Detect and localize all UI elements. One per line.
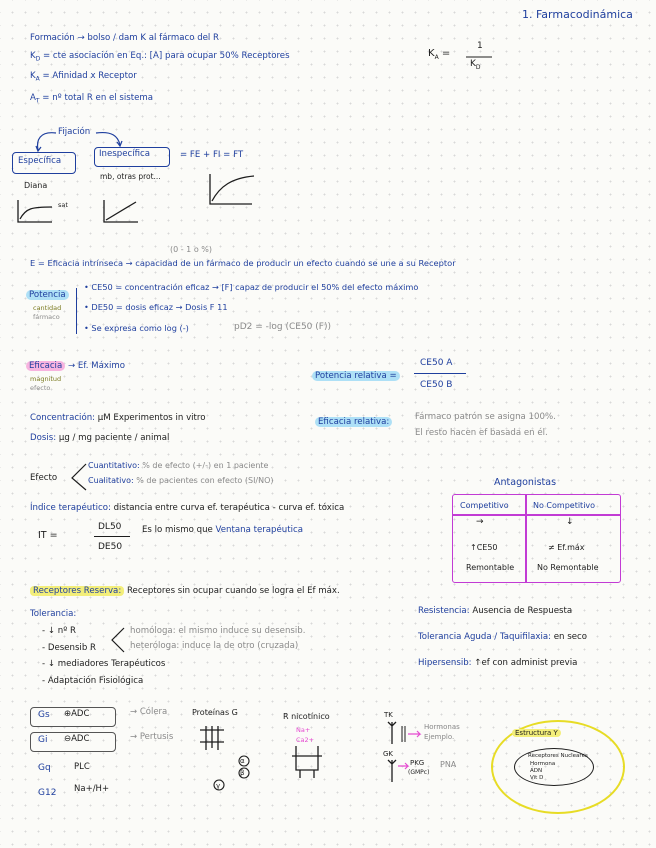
efecto-bracket: [72, 464, 86, 490]
fijacion-label: Fijación: [58, 127, 91, 137]
tolerancia-item-3: - ↓ mediadores Terapéuticos: [42, 659, 166, 669]
especifica-label: Específica: [18, 156, 62, 166]
concentracion-line: Concentración: µM Experimentos in vitro: [30, 413, 206, 423]
no-competitivo-emax: ≠ Ef.máx: [548, 543, 585, 552]
gk-receptor-sketch: [388, 760, 396, 782]
dosis-line: Dosis: µg / mg paciente / animal: [30, 433, 170, 443]
pkg-label: PKG: [410, 759, 425, 767]
proteinas-g-label: Proteínas G: [192, 708, 238, 717]
gs-disease: → Cólera: [130, 707, 168, 717]
mb-label: mb, otras prot...: [100, 172, 161, 181]
tolerancia-item-1: - ↓ nº R: [42, 626, 76, 636]
ka-formula-lhs: $K_A$ =: [428, 48, 451, 61]
page-title: 1. Farmacodinámica: [522, 8, 633, 21]
at-line: $A_T$ = nº total R en el sistema: [30, 93, 154, 105]
nuclear-label-1: Receptores Nucleares: [528, 753, 588, 759]
competitivo-remontable: Remontable: [466, 563, 515, 572]
graph-total-curve: [212, 176, 254, 201]
nuclear-label-4: Vit D: [530, 775, 544, 781]
potencia-relativa-num: CE50 A: [420, 358, 453, 368]
ka-formula-den: $K_D$: [470, 59, 481, 71]
efficacy-range: (0 - 1 o %): [170, 245, 212, 254]
g12-symbol: Na+/H+: [74, 784, 110, 794]
na-label: Na+: [296, 726, 311, 734]
nicotinic-sketch: [292, 746, 322, 778]
efecto-label: efecto: [30, 384, 51, 392]
tolerancia-item-2: - Desensib R: [42, 643, 96, 653]
pna-label: PNA: [440, 760, 457, 769]
fijacion-arrow-right: [96, 133, 120, 145]
beta-label: β: [240, 769, 245, 777]
cualitativo-line: Cualitativo: % de pacientes con efecto (SI/NO): [88, 476, 274, 485]
heterologa-line: heteróloga: induce la de otro (cruzada): [130, 641, 299, 651]
nuclear-structure-label: Estructura Y: [512, 729, 561, 737]
inespecifica-label: Inespecífica: [99, 149, 151, 159]
gq-symbol: PLC: [74, 762, 90, 772]
eficacia-relativa-text2: El resto hacen ef basada en él.: [415, 428, 548, 438]
de50-line: • DE50 = dosis eficaz → Dosis F 11: [84, 302, 228, 312]
gi-label: Gi: [38, 735, 48, 745]
tk-bars: [402, 726, 405, 742]
alpha-circle: [239, 756, 249, 766]
it-num: DL50: [98, 522, 122, 532]
gamma-label: γ: [216, 782, 221, 790]
hormonas-label: Hormonas: [424, 723, 460, 731]
no-competitivo-arrow: ↓: [566, 517, 574, 527]
graph-total-axes: [210, 174, 252, 204]
nuclear-label-3: ADN: [530, 768, 543, 774]
ka-line: $K_A$ = Afinidad x Receptor: [30, 71, 137, 83]
gk-arrow: [398, 763, 408, 769]
pd2-formula: pD2 = -log (CE50 (F)): [234, 322, 331, 332]
sat-label: sat: [58, 201, 68, 209]
reserva-line: Receptores Reserva: Receptores sin ocupar cuando se logra el Ef máx.: [30, 587, 340, 597]
tk-label: TK: [384, 711, 393, 719]
gs-symbol: ⊕ADC: [64, 709, 90, 719]
gs-label: Gs: [38, 710, 50, 720]
it-label: IT =: [38, 530, 58, 541]
gi-disease: → Pertusis: [130, 732, 174, 742]
competitivo-header: Competitivo: [460, 501, 509, 510]
homologa-line: homóloga: el mismo induce su desensib.: [130, 626, 306, 636]
alpha-label: α: [240, 757, 245, 765]
eficacia-intrinseca-line: E = Eficacia intrínseca → capacidad de un fármaco de producir un efecto cuando se une a su Receptor: [30, 258, 456, 268]
formacion-line: Formación → bolso / dam K al fármaco del R: [30, 33, 220, 43]
potencia-relativa-den: CE50 B: [420, 380, 453, 390]
gi-symbol: ⊖ADC: [64, 734, 90, 744]
tolerancia-label: Tolerancia:: [30, 609, 77, 619]
g12-label: G12: [38, 788, 57, 798]
taquifilaxia-line: Tolerancia Aguda / Taquifilaxia: en seco: [418, 632, 587, 642]
graph-especifica-axes: [18, 200, 52, 222]
cuantitativo-line: Cuantitativo: % de efecto (+/-) en 1 paciente: [88, 461, 269, 470]
gk-label: GK: [383, 750, 394, 758]
antagonistas-title: Antagonistas: [494, 477, 557, 488]
cantidad-label: cantidad: [33, 304, 62, 312]
it-den: DE50: [98, 542, 123, 552]
hipersensibilidad-line: Hipersensib: ↑ef con administ previa: [418, 658, 578, 668]
ka-formula-num: 1: [477, 41, 483, 51]
log-line: • Se expresa como log (-): [84, 323, 189, 333]
gmpc-label: (GMPc): [408, 769, 430, 776]
beta-circle: [239, 768, 249, 778]
graph-especifica-curve: [20, 207, 52, 219]
it-same: Es lo mismo que Ventana terapéutica: [142, 525, 303, 535]
no-competitivo-remontable: No Remontable: [537, 563, 599, 572]
gamma-circle: [214, 780, 224, 790]
no-competitivo-header: No Competitivo: [533, 501, 596, 510]
potencia-label: Potencia: [26, 291, 69, 301]
competitivo-arrow: →: [476, 517, 484, 527]
nicotinico-label: R nicotínico: [283, 712, 330, 721]
eficacia-relativa-label: Eficacia relativa:: [315, 418, 392, 428]
eficacia-relativa-text1: Fármaco patrón se asigna 100%.: [415, 412, 556, 422]
desensib-bracket: [112, 628, 124, 652]
gq-label: Gq: [38, 763, 51, 773]
resistencia-line: Resistencia: Ausencia de Respuesta: [418, 606, 573, 616]
competitivo-ce50: ↑CE50: [470, 543, 498, 552]
ce50-line: • CE50 = concentración eficaz → [F] capaz de producir el 50% del efecto máximo: [84, 282, 419, 292]
eficacia-label: Eficacia → Ef. Máximo: [26, 362, 125, 372]
binding-equation: = FE + FI = FT: [180, 150, 244, 160]
gpcr-sketch: [200, 726, 224, 750]
fijacion-arrowhead-left: [36, 146, 41, 151]
magnitud-label: magnitud: [30, 375, 62, 383]
tolerancia-item-4: - Adaptación Fisiológica: [42, 676, 144, 686]
potencia-relativa-label: Potencia relativa =: [312, 372, 400, 382]
nuclear-label-2: Hormona: [530, 761, 556, 767]
tk-receptor-sketch: [388, 722, 396, 744]
kd-line: $K_D$ = cte asociación en Eq.: [A] para ocupar 50% Receptores: [30, 51, 290, 63]
tk-arrow: [408, 731, 420, 737]
ca-label: Ca2+: [296, 736, 315, 744]
graph-inespecifica-line: [106, 202, 136, 220]
farmaco-label: fármaco: [33, 313, 60, 321]
efecto-label: Efecto: [30, 473, 58, 483]
hormonas-ejemplo: Ejemplo.: [424, 733, 455, 741]
indice-line: Índice terapéutico: distancia entre curva ef. terapéutica - curva ef. tóxica: [30, 503, 345, 513]
diana-label: Diana: [24, 181, 48, 190]
